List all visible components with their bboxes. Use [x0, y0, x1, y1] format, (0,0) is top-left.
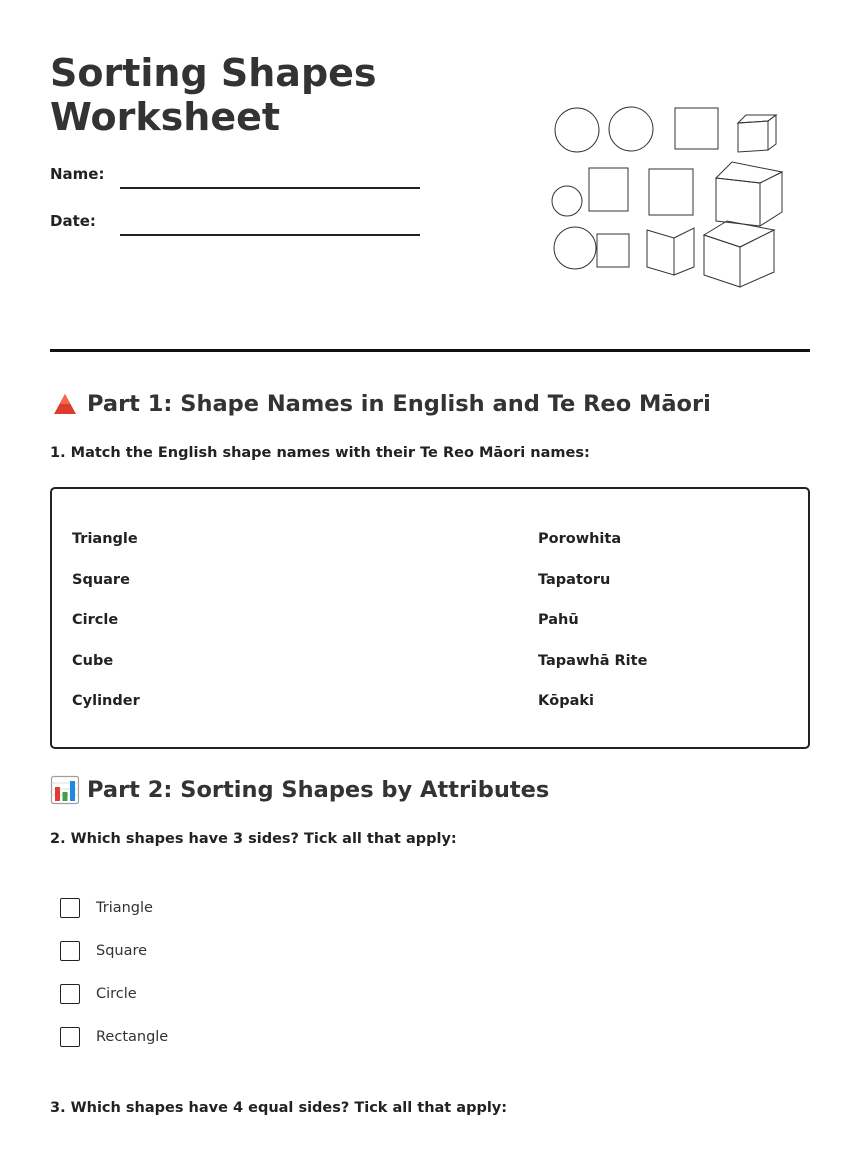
english-name: Cylinder — [72, 693, 140, 709]
matching-box — [50, 487, 810, 749]
name-field[interactable] — [120, 187, 420, 189]
maori-name: Pahū — [538, 612, 579, 628]
maori-names-list — [538, 519, 647, 722]
question-2-options — [60, 886, 168, 1058]
section-divider — [50, 349, 810, 352]
english-names-list — [72, 519, 140, 722]
title-line-2: Worksheet — [50, 95, 281, 139]
page-title — [50, 51, 470, 139]
bar-chart-icon — [50, 775, 80, 805]
question-3: 3. Which shapes have 4 equal sides? Tick all that apply: — [50, 1100, 508, 1116]
option-label: Circle — [96, 985, 137, 1002]
question-2: 2. Which shapes have 3 sides? Tick all that apply: — [50, 831, 457, 847]
maori-name: Kōpaki — [538, 693, 594, 709]
english-name: Cube — [72, 652, 114, 669]
option-circle — [60, 972, 168, 1015]
date-field[interactable] — [120, 234, 420, 236]
red-triangle-icon — [50, 389, 80, 419]
option-rectangle — [60, 1015, 168, 1058]
option-label: Rectangle — [96, 1028, 169, 1045]
maori-name: Tapatoru — [538, 571, 611, 588]
shapes-collection-icon — [550, 100, 790, 295]
question-1: 1. Match the English shape names with their Te Reo Māori names: — [50, 445, 590, 461]
option-label: Triangle — [96, 899, 153, 916]
maori-name: Tapawhā Rite — [538, 652, 648, 669]
english-name: Circle — [72, 612, 119, 628]
english-name: Triangle — [72, 531, 138, 547]
option-triangle — [60, 886, 168, 929]
maori-name: Porowhita — [538, 531, 622, 547]
checkbox[interactable] — [60, 898, 80, 918]
date-label: Date: — [50, 212, 96, 230]
checkbox[interactable] — [60, 941, 80, 961]
title-line-1: Sorting Shapes — [50, 51, 377, 95]
part2-heading-text: Part 2: Sorting Shapes by Attributes — [87, 777, 550, 803]
english-name: Square — [72, 571, 130, 588]
part1-heading — [50, 389, 711, 419]
part1-heading-text: Part 1: Shape Names in English and Te Reo Māori — [87, 391, 711, 417]
checkbox[interactable] — [60, 984, 80, 1004]
part2-heading — [50, 775, 549, 805]
option-label: Square — [96, 942, 148, 959]
checkbox[interactable] — [60, 1027, 80, 1047]
option-square — [60, 929, 168, 972]
name-label: Name: — [50, 165, 105, 183]
worksheet-page — [50, 0, 810, 1161]
